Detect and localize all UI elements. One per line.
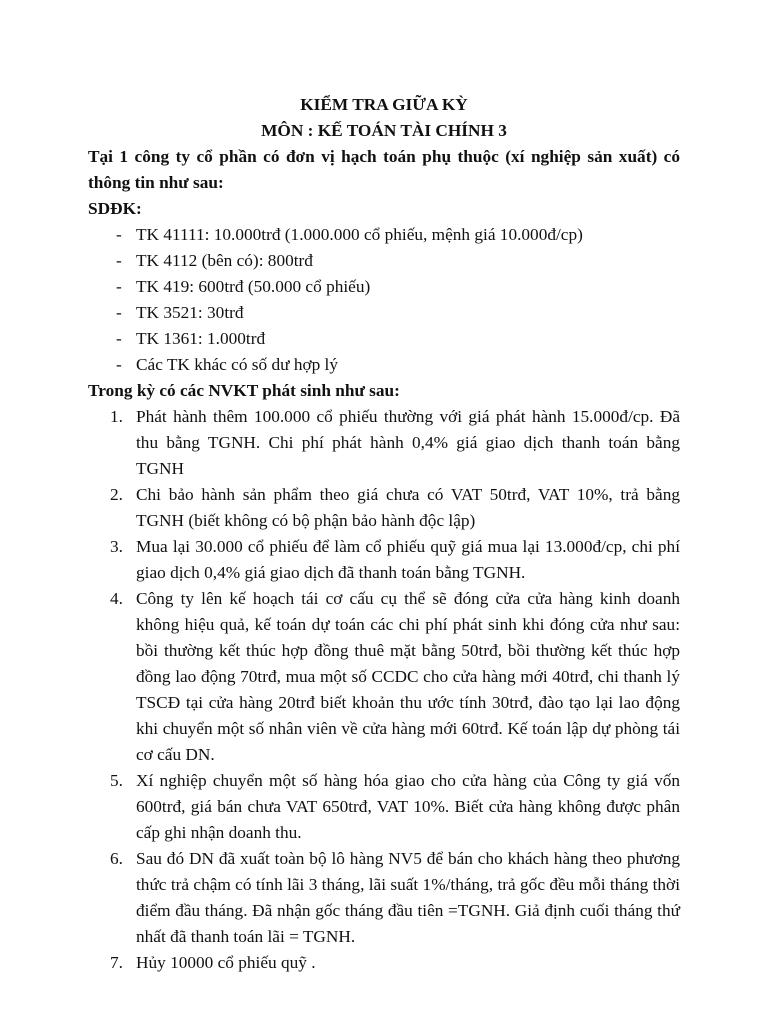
transaction-text: Xí nghiệp chuyển một số hàng hóa giao cho cửa hàng của Công ty giá vốn 600trđ, giá bán chưa VAT 650trđ, VAT 10%. Biết cửa hàng không được phân cấp ghi nhận doanh thu. [136,771,680,842]
balance-item: - TK 4112 (bên có): 800trđ [110,248,680,274]
transactions-list [88,404,680,976]
subject-title: MÔN : KẾ TOÁN TÀI CHÍNH 3 [261,121,507,140]
balance-item: - TK 419: 600trđ (50.000 cổ phiếu) [110,274,680,300]
transaction-number: 2. [110,485,123,504]
intro-paragraph: Tại 1 công ty cổ phần có đơn vị hạch toán phụ thuộc (xí nghiệp sản xuất) có thông tin như sau: [88,147,680,192]
exam-title: KIỂM TRA GIỮA KỲ [300,95,468,114]
opening-balance-list [88,222,680,378]
transaction-number: 1. [110,407,123,426]
transaction-text: Phát hành thêm 100.000 cổ phiếu thường với giá phát hành 15.000đ/cp. Đã thu bằng TGNH. Chi phí phát hành 0,4% giá giao dịch thanh toán bằng TGNH [136,407,680,478]
exam-document [88,92,680,976]
transaction-item [88,534,680,586]
transaction-item [88,768,680,846]
transaction-item [88,846,680,950]
transaction-number: 5. [110,771,123,790]
transaction-item [88,482,680,534]
transaction-text: Hủy 10000 cổ phiếu quỹ . [136,953,316,972]
transaction-text: Sau đó DN đã xuất toàn bộ lô hàng NV5 để bán cho khách hàng theo phương thức trả chậm có tính lãi 3 tháng, lãi suất 1%/tháng, trả gốc đều mỗi tháng thời điểm đầu tháng. Đã nhận gốc tháng đầu tiên =TGNH. Giả định cuối tháng thứ nhất đã thanh toán lãi = TGNH. [136,849,680,946]
balance-item: - TK 41111: 10.000trđ (1.000.000 cổ phiếu, mệnh giá 10.000đ/cp) [110,222,680,248]
balance-item: - TK 3521: 30trđ [110,300,680,326]
transaction-item [88,950,680,976]
transaction-text: Công ty lên kế hoạch tái cơ cấu cụ thể sẽ đóng cửa cửa hàng kinh doanh không hiệu quả, kế toán dự toán các chi phí phát sinh khi đóng cửa như sau: bồi thường kết thúc hợp đồng thuê mặt bằng 50trđ, bồi thường kết thúc hợp đồng lao động 70trđ, mua một số CCDC cho cửa hàng mới 40trđ, chi thanh lý TSCĐ tại cửa hàng 20trđ biết khoản thu ước tính 30trđ, đào tạo lại lao động khi chuyển một số nhân viên về cửa hàng mới 60trđ. Kế toán lập dự phòng tái cơ cấu DN. [136,589,680,764]
transaction-number: 4. [110,589,123,608]
balance-item: - TK 1361: 1.000trđ [110,326,680,352]
transaction-item [88,404,680,482]
transactions-heading: Trong kỳ có các NVKT phát sinh như sau: [88,381,400,400]
opening-balance-heading: SDĐK: [88,199,142,218]
transaction-number: 6. [110,849,123,868]
transaction-text: Mua lại 30.000 cổ phiếu để làm cổ phiếu quỹ giá mua lại 13.000đ/cp, chi phí giao dịch 0,4% giá giao dịch đã thanh toán bằng TGNH. [136,537,680,582]
balance-item: - Các TK khác có số dư hợp lý [110,352,680,378]
transaction-item [88,586,680,768]
transaction-number: 3. [110,537,123,556]
transaction-text: Chi bảo hành sản phẩm theo giá chưa có VAT 50trđ, VAT 10%, trả bằng TGNH (biết không có bộ phận bảo hành độc lập) [136,485,680,530]
transaction-number: 7. [110,953,123,972]
